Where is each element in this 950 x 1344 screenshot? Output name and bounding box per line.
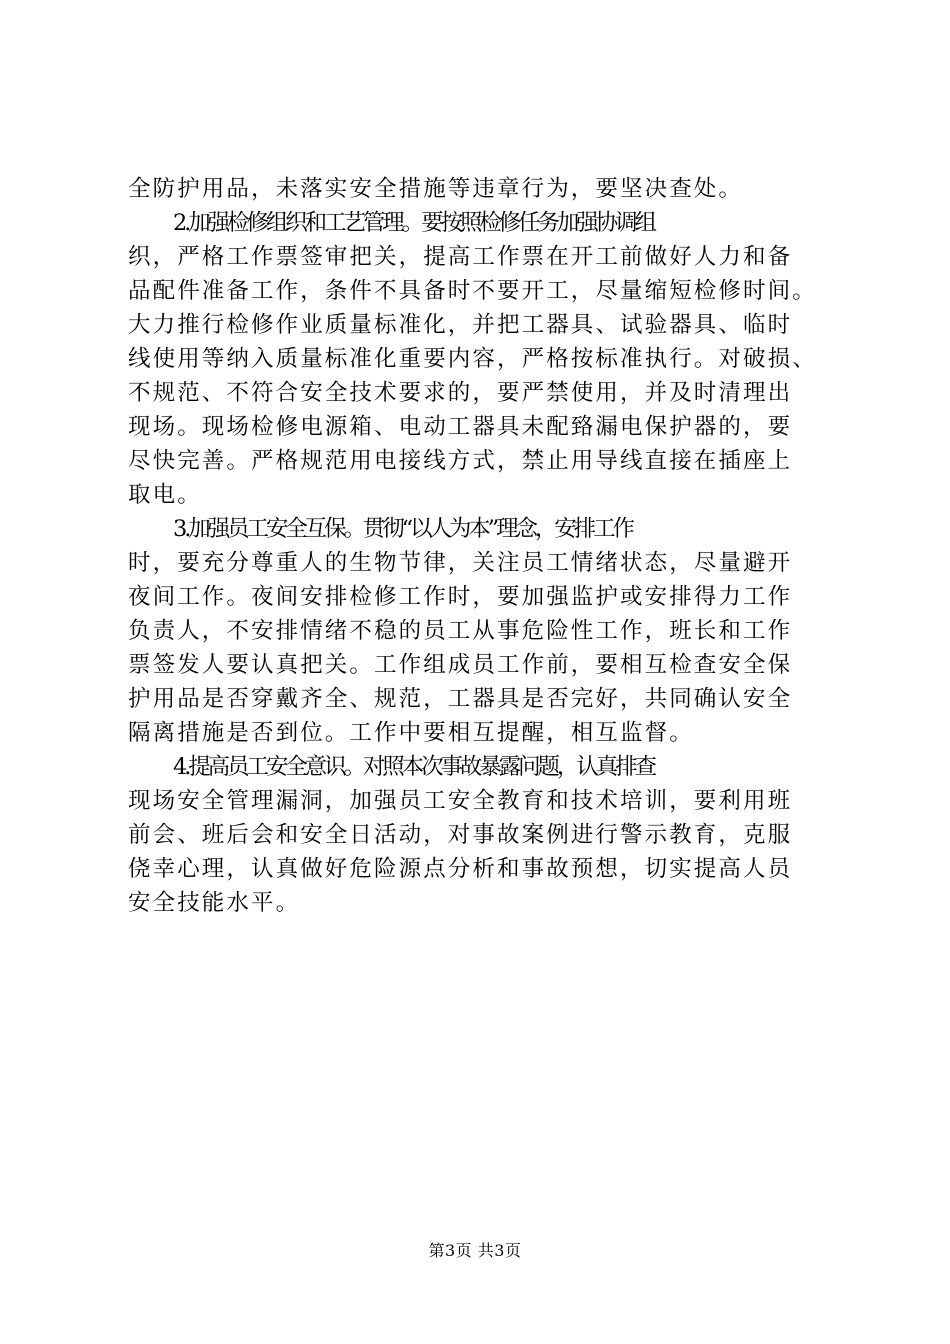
text-line: 侥幸心理，认真做好危险源点分析和事故预想，切实提高人员: [128, 856, 793, 882]
text-line: 前会、班后会和安全日活动，对事故案例进行警示教育，克服: [128, 822, 793, 848]
text-line: 尽快完善。严格规范用电接线方式，禁止用导线直接在插座上: [128, 448, 793, 474]
text-line: 2.加强检修组织和工艺管理。要按照检修任务加强协调组: [173, 210, 654, 236]
text-line: 安全技能水平。: [128, 890, 301, 916]
text-line: 3.加强员工安全互保。贯彻“以人为本”理念，安排工作: [173, 516, 632, 542]
text-line: 夜间工作。夜间安排检修工作时，要加强监护或安排得力工作: [128, 584, 793, 610]
text-line: 负责人，不安排情绪不稳的员工从事危险性工作，班长和工作: [128, 618, 793, 644]
text-line: 取电。: [128, 482, 202, 508]
text-line: 全防护用品，未落实安全措施等违章行为，要坚决查处。: [128, 176, 744, 202]
text-line: 现场。现场检修电源箱、电动工器具未配臵漏电保护器的，要: [128, 414, 793, 440]
text-line: 线使用等纳入质量标准化重要内容，严格按标准执行。对破损、: [128, 346, 817, 372]
page-footer: 第3页 共3页: [428, 1241, 522, 1260]
text-line: 大力推行检修作业质量标准化，并把工器具、试验器具、临时: [128, 312, 793, 338]
text-line: 票签发人要认真把关。工作组成员工作前，要相互检查安全保: [128, 652, 793, 678]
text-line: 隔离措施是否到位。工作中要相互提醒，相互监督。: [128, 720, 694, 746]
body-text: [128, 172, 828, 920]
text-line: 织，严格工作票签审把关，提高工作票在开工前做好人力和备: [128, 244, 793, 270]
text-line: 时，要充分尊重人的生物节律，关注员工情绪状态，尽量避开: [128, 550, 793, 576]
text-line: 护用品是否穿戴齐全、规范，工器具是否完好，共同确认安全: [128, 686, 793, 712]
text-line: 4.提高员工安全意识。对照本次事故暴露问题，认真排查: [173, 754, 654, 780]
text-line: 品配件准备工作，条件不具备时不要开工，尽量缩短检修时间。: [128, 278, 817, 304]
text-line: 不规范、不符合安全技术要求的，要严禁使用，并及时清理出: [128, 380, 793, 406]
text-line: 现场安全管理漏洞，加强员工安全教育和技术培训，要利用班: [128, 788, 793, 814]
